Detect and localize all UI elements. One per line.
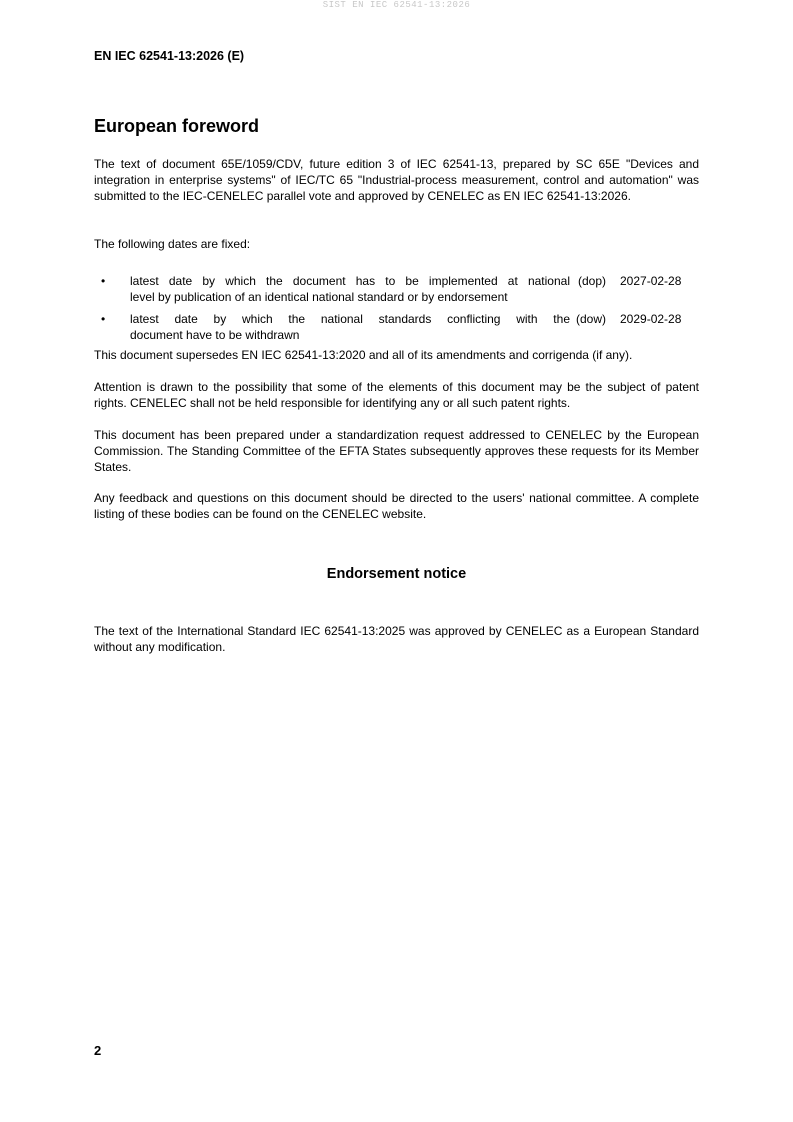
feedback-paragraph: Any feedback and questions on this document should be directed to the users' national committee. A complete listing of these bodies can be found on the CENELEC website. bbox=[94, 491, 699, 521]
date-item-description-line: latest date by which the national standards conflicting with the bbox=[130, 312, 570, 326]
bullet-icon: • bbox=[101, 274, 106, 288]
foreword-heading: European foreword bbox=[94, 116, 260, 136]
endorsement-heading: Endorsement notice bbox=[326, 566, 467, 582]
supersedes-paragraph: This document supersedes EN IEC 62541-13:2020 and all of its amendments and corrigenda (if any). bbox=[94, 348, 633, 362]
foreword-intro-paragraph: The text of document 65E/1059/CDV, future edition 3 of IEC 62541-13, prepared by SC 65E "Devices and integration in enterprise systems" of IEC/TC 65 "Industrial-process measurement, control and automation" was submitted to the IEC-CENELEC parallel vote and approved by CENELEC as EN IEC 62541-13:2026. bbox=[94, 157, 699, 203]
date-item-description-line: document have to be withdrawn bbox=[130, 327, 300, 342]
date-item-code: (dow) bbox=[575, 312, 606, 326]
page-number: 2 bbox=[94, 1043, 102, 1058]
endorsement-paragraph: The text of the International Standard IEC 62541-13:2025 was approved by CENELEC as a European Standard without any modification. bbox=[94, 624, 699, 654]
dates-intro-paragraph: The following dates are fixed: bbox=[94, 237, 251, 251]
date-item-description-line: level by publication of an identical national standard or by endorsement bbox=[130, 289, 508, 304]
watermark: SIST EN IEC 62541-13:2026 bbox=[322, 0, 471, 10]
date-item-date: 2027-02-28 bbox=[620, 274, 682, 288]
date-item-description-line: latest date by which the document has to be implemented at national bbox=[130, 274, 570, 288]
date-item-code: (dop) bbox=[577, 274, 606, 288]
bullet-icon: • bbox=[101, 312, 106, 326]
document-identifier: EN IEC 62541-13:2026 (E) bbox=[94, 49, 245, 63]
date-item-date: 2029-02-28 bbox=[620, 312, 682, 326]
patent-paragraph: Attention is drawn to the possibility that some of the elements of this document may be the subject of patent rights. CENELEC shall not be held responsible for identifying any or all such patent rights. bbox=[94, 380, 699, 410]
mandate-paragraph: This document has been prepared under a standardization request addressed to CENELEC by the European Commission. The Standing Committee of the EFTA States subsequently approves these requests for its Member States. bbox=[94, 428, 699, 474]
